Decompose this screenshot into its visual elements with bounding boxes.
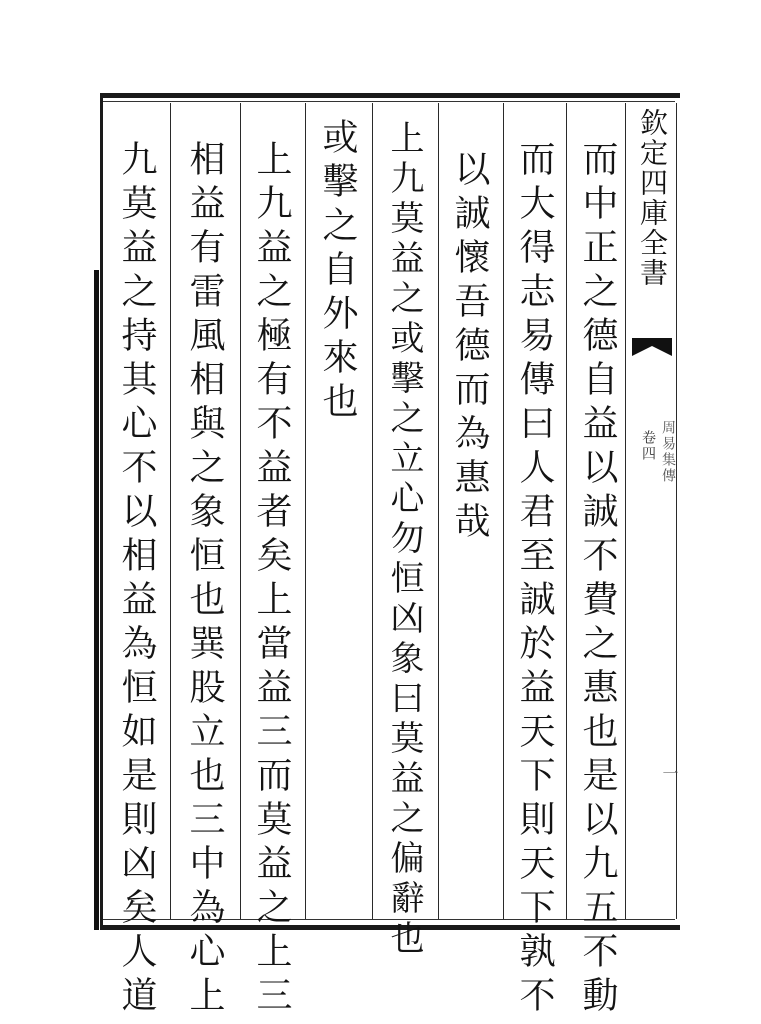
- column-rule: [566, 103, 567, 919]
- collection-title: 欽定四庫全書: [636, 108, 669, 288]
- text-column-1: 而中正之德自益以誠不費之惠也是以九五不動: [577, 140, 618, 1020]
- column-rule: [305, 103, 306, 919]
- frame-top-border: [100, 93, 680, 98]
- text-column-5: 或擊之自外來也: [317, 118, 358, 426]
- column-rule: [438, 103, 439, 919]
- page-number: 一: [660, 765, 679, 781]
- binding-edge-bar: [94, 270, 99, 930]
- frame-left-border: [100, 93, 103, 930]
- frame-top-inner-line: [100, 101, 675, 102]
- text-column-6: 上九益之極有不益者矣上當益三而莫益之上三: [251, 140, 292, 1020]
- text-column-2: 而大得志易傳曰人君至誠於益天下則天下孰不: [514, 140, 555, 1020]
- text-column-8: 九莫益之持其心不以相益為恒如是則凶矣人道: [116, 140, 157, 1020]
- column-rule: [503, 103, 504, 919]
- column-rule: [170, 103, 171, 919]
- text-column-7: 相益有雷風相與之象恒也巽股立也三中為心上: [184, 140, 225, 1020]
- column-rule: [372, 103, 373, 919]
- volume-label: 卷四: [640, 430, 656, 462]
- column-rule: [240, 103, 241, 919]
- fishtail-mark-icon: [632, 338, 672, 356]
- text-column-3: 以誠懷吾德而為惠哉: [449, 150, 490, 546]
- book-title: 周易集傳: [660, 420, 676, 484]
- text-column-4: 上九莫益之或擊之立心勿恒凶象曰莫益之偏辭也: [384, 120, 424, 960]
